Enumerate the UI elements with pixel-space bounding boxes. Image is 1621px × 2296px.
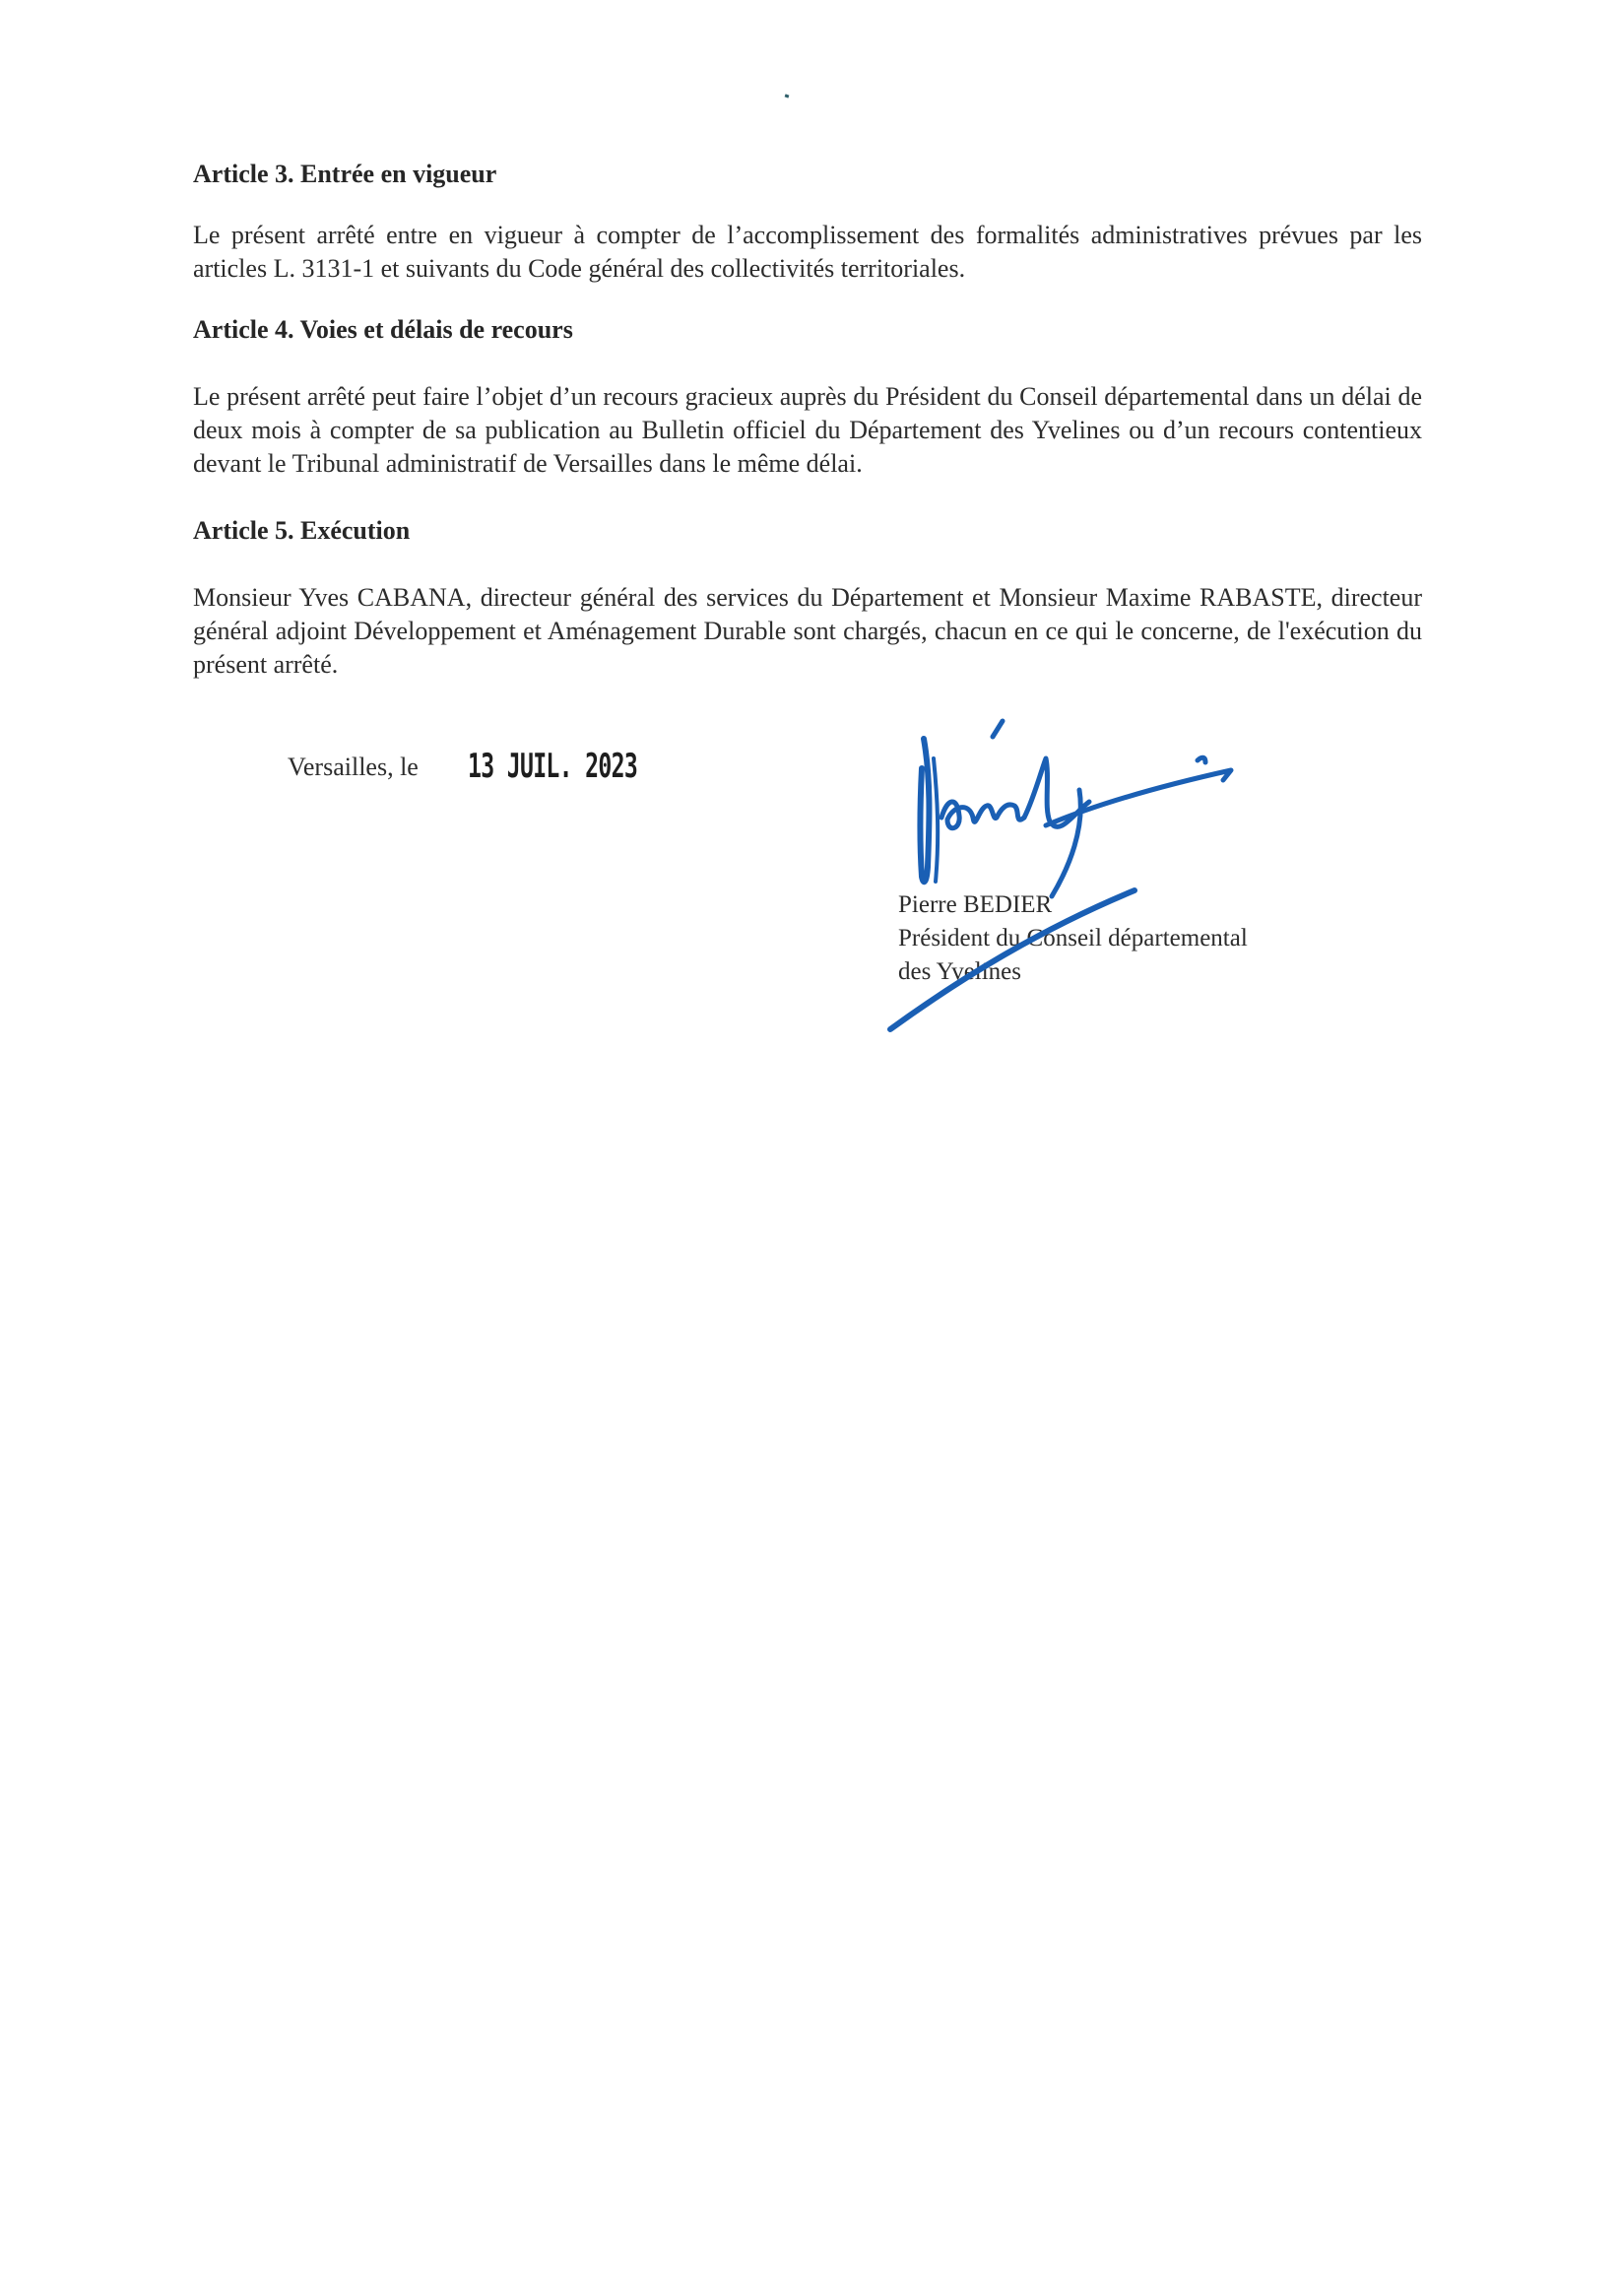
- signatory-name: Pierre BEDIER: [898, 891, 1053, 918]
- article-5-text: Monsieur Yves CABANA, directeur général des services du Département et Monsieur Maxime RABASTE, directeur général adjoint Développement et Aménagement Durable sont chargés, chacun en ce qui le concerne, de l'exécution du présent arrêté.: [193, 583, 1422, 679]
- signatory-block: [898, 888, 1248, 989]
- scan-mark: [785, 94, 790, 98]
- article-3-heading: Article 3. Entrée en vigueur: [193, 160, 497, 188]
- article-4-text: Le présent arrêté peut faire l’objet d’un recours gracieux auprès du Président du Conseil départemental dans un délai de deux mois à compter de sa publication au Bulletin officiel du Département des Yvelines ou d’un recours contentieux devant le Tribunal administratif de Versailles dans le même délai.: [193, 382, 1422, 478]
- signing-place: Versailles, le: [288, 753, 419, 781]
- signatory-title-line1: Président du Conseil départemental: [898, 925, 1248, 951]
- date-stamp: 13 JUIL. 2023: [468, 747, 638, 786]
- signatory-title-line2: des Yvelines: [898, 958, 1022, 985]
- article-3-text: Le présent arrêté entre en vigueur à compter de l’accomplissement des formalités administratives prévues par les articles L. 3131-1 et suivants du Code général des collectivités territoriales.: [193, 221, 1422, 283]
- article-4-heading: Article 4. Voies et délais de recours: [193, 315, 573, 344]
- article-5-heading: Article 5. Exécution: [193, 516, 411, 545]
